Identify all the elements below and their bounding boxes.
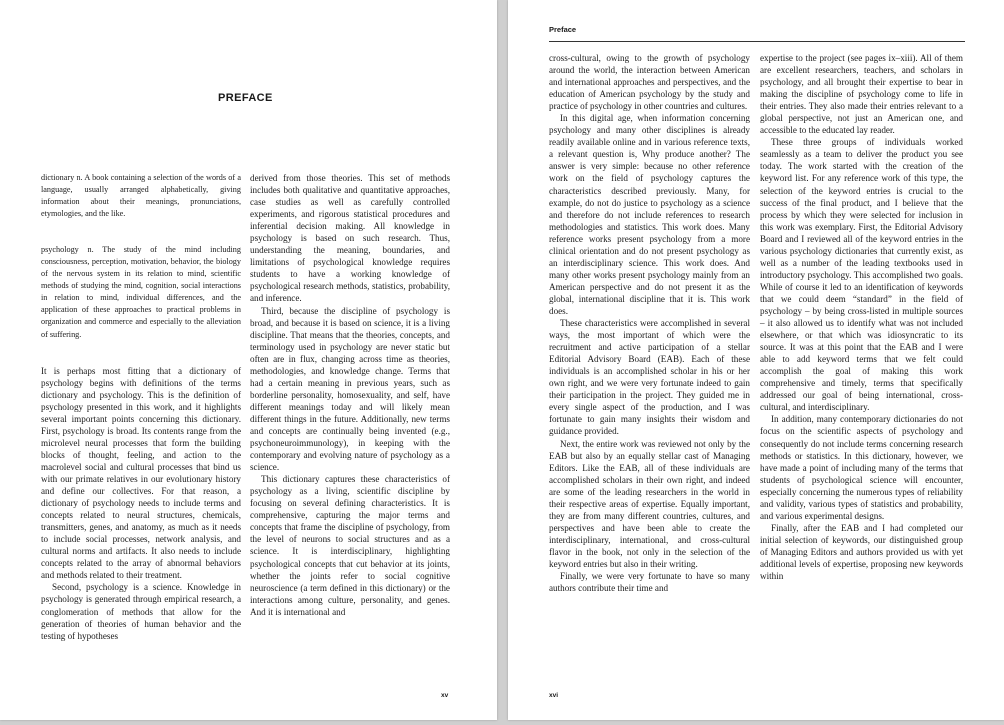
right-column-1 xyxy=(549,52,750,594)
paragraph: It is perhaps most fitting that a dictionary of psychology begins with definitions of the terms dictionary and psychology. This is the definition of psychology presented in this work, and it highlights several important points concerning this dictionary. First, psychology is broad. Its contents range from the microlevel neural processes that form the building blocks of thought, feeling, and action to the macrolevel social and cultural processes that bind us with our primate relatives in our evolutionary history and define our collectives. For that reason, a dictionary of psychology needs to include terms and concepts related to neural structures, chemicals, transmitters, genes, and anatomy, as much as it needs to include social processes, network analysis, and cultural norms and artifacts. It also needs to include concepts related to the array of abnormal behaviors and methods related to their treatment. xyxy=(41,365,241,581)
page-title: PREFACE xyxy=(218,92,273,104)
paragraph: These characteristics were accomplished in several ways, the most important of which were the recruitment and active participation of a stellar Editorial Advisory Board (EAB). Each of these individuals is an accomplished scholar in his or her own right, and we were very fortunate indeed to gain their participation in the project. They guided me in every single aspect of the production, and I was fortunate to gain many insights their wisdom and guidance provided. xyxy=(549,318,750,437)
left-column-2 xyxy=(250,172,450,618)
definition-psychology: psychology n. The study of the mind including consciousness, perception, motivation, behavior, the biology of the nervous system in its relation to mind, scientific methods of studying the mind, cognition, social interactions in relation to mind, individual differences, and the application of these approaches to practical problems in organization and commerce and especially to the alleviation of suffering. xyxy=(41,245,241,339)
paragraph: This dictionary captures these characteristics of psychology as a living, scientific discipline by focusing on several defining characteristics. It is comprehensive, capturing the major terms and concepts that frame the discipline of psychology, from the level of neurons to social structures and as a science. It is interdisciplinary, highlighting psychological concepts that cut behavior at its joints, whether the joints refer to social cognitive neuroscience (a term defined in this dictionary) or the interactions among culture, personality, and genes. And it is international and xyxy=(250,474,450,617)
paragraph: Next, the entire work was reviewed not only by the EAB but also by an equally stellar cast of Managing Editors. Like the EAB, all of these individuals are accomplished scholars in their own right, and indeed are some of the leading researchers in the world in their respective areas of expertise. Equally important, they are from many different countries, cultures, and perspectives and have been able to create the interdisciplinary, international, and cross-cultural flavor in the book, not only in the selection of the keyword entries but also in their writing. xyxy=(549,438,750,569)
paragraph: In addition, many contemporary dictionaries do not focus on the scientific aspects of psychology and consequently do not include terms concerning research methods or statistics. In this dictionary, however, we have made a point of including many of the terms that students of psychological science will encounter, especially concerning the numerous types of reliability and validity, various types of statistics and probability, and various experimental designs. xyxy=(760,414,963,521)
left-column-1 xyxy=(41,172,241,642)
paragraph: Third, because the discipline of psychology is broad, and because it is based on science, it is a living discipline. That means that the theories, concepts, and terminology used in psychology are never static but often are in flux, changing across time as theories, methodologies, and knowledge change. Terms that had a certain meaning in previous years, such as borderline personality, homosexuality, and self, have different meanings today and will likely mean different things in the future. Additionally, new terms and concepts are continually being invented (e.g., psychoneuroimmunology), in keeping with the contemporary and evolving nature of psychology as a science. xyxy=(250,305,450,473)
page-number: xvi xyxy=(549,692,559,699)
paragraph: expertise to the project (see pages ix–xiii). All of them are excellent researchers, teachers, and scholars in psychology, and all brought their expertise to bear in making the discipline of psychology come to life in their entries. They also made their entries relevant to a global perspective, not just an American one, and accessible to the educated lay reader. xyxy=(760,53,963,136)
right-page xyxy=(508,0,1004,720)
running-head: Preface xyxy=(549,25,577,34)
paragraph: These three groups of individuals worked seamlessly as a team to deliver the product you see today. The work started with the creation of the keyword list. For any reference work of this type, the selection of the keyword entries is crucial to the success of the final product, and I believe that the process by which they were selected for inclusion in this work was exemplary. First, the Editorial Advisory Board and I reviewed all of the keyword entries in the various psychology dictionaries that currently exist, as well as a number of the leading textbooks used in introductory psychology. This accomplished two goals. While of course it led to an identification of keywords that we could deem “standard” in the field of psychology – by being cross-listed in multiple sources – it also allowed us to identify what was not included elsewhere, or that which was idiosyncratic to its source. It was at this point that the EAB and I were able to add keyword terms that we felt could accomplish the goal of making this work comprehensive and timely, terms that specifically addressed our goal of being international, cross-cultural, and interdisciplinary. xyxy=(760,137,963,413)
right-column-2 xyxy=(760,52,963,582)
page-number: xv xyxy=(441,692,449,699)
paragraph: In this digital age, when information concerning psychology and many other disciplines is already readily available online and in various reference texts, a relevant question is, Why produce another? The answer is very simple: because no other reference work on the field of psychology captures the characteristics described previously. Many, for example, do not do justice to psychology as a science and therefore do not include references to research methodologies and statistics. This work does. Many reference works present psychology from a more clinical orientation and do not present psychology as an interdisciplinary science. This work does. And many other works present psychology mainly from an American perspective and do not present it as the global, international discipline that it is. This work does. xyxy=(549,113,750,316)
definition-dictionary: dictionary n. A book containing a selection of the words of a language, usually arranged alphabetically, giving information about their meanings, pronunciations, etymologies, and the like. xyxy=(41,173,241,219)
paragraph: cross-cultural, owing to the growth of psychology around the world, the interaction between American and international approaches and perspectives, and the education of American psychology by the study and practice of psychology in other countries and cultures. xyxy=(549,53,750,112)
paragraph: Finally, after the EAB and I had completed our initial selection of keywords, our distinguished group of Managing Editors and authors provided us with yet additional levels of expertise, proposing new keywords within xyxy=(760,522,963,582)
left-page xyxy=(0,0,497,720)
paragraph: Finally, we were very fortunate to have so many authors contribute their time and xyxy=(549,571,750,594)
header-rule xyxy=(549,41,965,42)
paragraph: Second, psychology is a science. Knowledge in psychology is generated through empirical research, a conglomeration of methods that allow for the generation of theories of human behavior and the testing of hypotheses xyxy=(41,582,241,641)
paragraph: derived from those theories. This set of methods includes both qualitative and quantitative approaches, case studies as well as carefully controlled experiments, and rigorous statistical procedures and inferential decision making. All knowledge in psychology is based on such research. Thus, understanding the meaning, boundaries, and limitations of psychological knowledge requires students to have a working knowledge of psychological research methods, statistics, probability, and inference. xyxy=(250,173,450,304)
